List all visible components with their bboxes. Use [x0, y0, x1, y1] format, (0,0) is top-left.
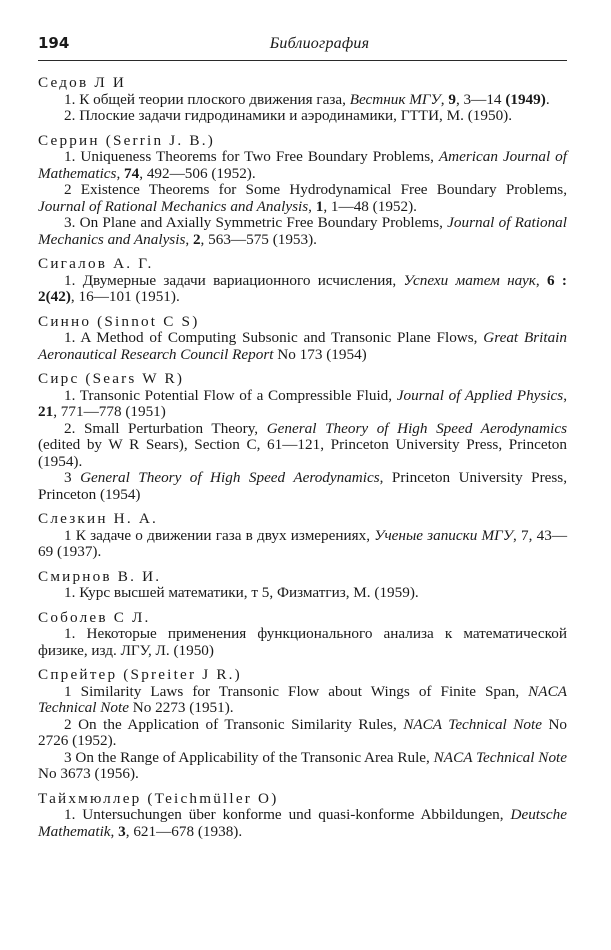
volume-number: 1: [315, 197, 324, 215]
reference-text: 3. On Plane and Axially Symmetric Free Boundary Problems,: [64, 214, 448, 231]
reference-text: 2 On the Application of Transonic Similarity Rules,: [64, 715, 404, 733]
page-number: 194: [38, 34, 70, 52]
volume-number: 6 : 2(42): [38, 271, 567, 305]
bibliography-entry: [38, 256, 567, 306]
bibliography-entry: [38, 791, 567, 841]
entry-reference: [38, 182, 567, 215]
reference-text: , 7, 43—69 (1937).: [38, 526, 568, 560]
journal-title: Journal of Applied Physics: [396, 386, 564, 404]
entry-author: Серрин (Serrin J. B.): [38, 131, 215, 149]
reference-text: No 2726 (1952).: [38, 715, 568, 749]
page-header: [38, 34, 567, 56]
journal-title: Вестник МГУ: [349, 90, 441, 108]
reference-text: 1. Untersuchungen über konforme und quasi-konforme Abbildungen,: [64, 806, 511, 823]
volume-number: 74: [124, 164, 140, 182]
reference-text: , 3—14: [455, 90, 506, 108]
reference-text: ,: [440, 90, 449, 108]
reference-text: 1. A Method of Computing Subsonic and Transonic Plane Flows,: [64, 329, 484, 346]
volume-number: 2: [192, 230, 201, 248]
entry-author: Слезкин Н. А.: [38, 510, 158, 527]
reference-text: ,: [308, 197, 316, 215]
reference-text: , Princeton University Press, Princeton (1954): [38, 469, 568, 503]
reference-text: ,: [535, 271, 548, 289]
entry-author: Седов Л И: [38, 74, 127, 91]
reference-text: 1 К задаче о движении газа в двух измерениях,: [64, 526, 375, 544]
reference-text: , 621—678 (1938).: [125, 822, 243, 840]
entry-author: Смирнов В. И.: [38, 567, 162, 585]
bibliography-entry: [38, 75, 567, 125]
entry-reference: [38, 108, 567, 125]
journal-title: Great Britain Aeronautical Research Council Report: [38, 329, 567, 363]
reference-text: 2 Existence Theorems for Some Hydrodynamical Free Boundary Problems,: [64, 181, 567, 198]
reference-text: No 173 (1954): [273, 345, 367, 363]
entry-reference: [38, 421, 567, 471]
journal-title: NACA Technical Note: [403, 715, 542, 733]
reference-text: 1. Uniqueness Theorems for Two Free Boundary Problems,: [64, 148, 439, 165]
reference-text: 2. Плоские задачи гидродинамики и аэродинамики, ГТТИ, М. (1950).: [64, 107, 513, 124]
entry-reference: [38, 684, 567, 717]
journal-title: Deutsche Mathematik: [38, 806, 567, 840]
journal-title: NACA Technical Note: [433, 748, 567, 766]
reference-text: ,: [185, 230, 193, 248]
journal-title: NACA Technical Note: [38, 682, 567, 716]
volume-number: (1949): [505, 90, 546, 108]
bibliography-list: [38, 75, 567, 840]
journal-title: Journal of Rational Mechanics and Analysis: [38, 214, 567, 248]
journal-title: Ученые записки МГУ: [374, 526, 514, 544]
entry-reference: [38, 750, 567, 783]
bibliography-entry: [38, 133, 567, 249]
entry-reference: [38, 807, 567, 840]
volume-number: 3: [118, 822, 126, 840]
reference-text: .: [545, 90, 550, 108]
bibliography-entry: [38, 371, 567, 503]
entry-author: Сирс (Sears W R): [38, 370, 185, 387]
entry-reference: [38, 149, 567, 182]
reference-text: ,: [563, 386, 567, 404]
entry-reference: [38, 470, 567, 503]
reference-text: , 1—48 (1952).: [323, 197, 417, 215]
entry-reference: [38, 585, 567, 602]
reference-text: 1 Similarity Laws for Transonic Flow about Wings of Finite Span,: [64, 682, 529, 700]
reference-text: (edited by W R Sears), Section C, 61—121, Princeton University Press, Princeton (1954).: [38, 436, 567, 470]
reference-text: , 563—575 (1953).: [200, 230, 317, 248]
journal-title: American Journal of Mathematics: [38, 148, 567, 182]
entry-reference: [38, 717, 567, 750]
entry-reference: [38, 388, 567, 421]
journal-title: General Theory of High Speed Aerodynamics: [266, 419, 567, 437]
bibliography-entry: [38, 511, 567, 561]
entry-reference: [38, 330, 567, 363]
entry-reference: [38, 215, 567, 248]
entry-author: Спрейтер (Spreiter J R.): [38, 666, 242, 683]
bibliography-entry: [38, 667, 567, 783]
reference-text: 2. Small Perturbation Theory,: [64, 419, 267, 437]
reference-text: , 492—506 (1952).: [139, 164, 256, 182]
reference-text: No 2273 (1951).: [128, 699, 234, 716]
entry-reference: [38, 273, 567, 306]
entry-author: Синно (Sinnot C S): [38, 312, 200, 330]
entry-reference: [38, 626, 567, 659]
reference-text: ,: [116, 164, 125, 182]
entry-reference: [38, 528, 567, 561]
reference-text: 1. Курс высшей математики, т 5, Физматгиз, М. (1959).: [64, 584, 419, 601]
reference-text: , 16—101 (1951).: [70, 288, 180, 305]
bibliography-entry: [38, 610, 567, 660]
reference-text: 3: [64, 469, 81, 486]
journal-title: Успехи матем наук: [403, 271, 536, 289]
bibliography-entry: [38, 569, 567, 602]
journal-title: Journal of Rational Mechanics and Analysis: [38, 197, 309, 215]
journal-title: General Theory of High Speed Aerodynamics: [80, 469, 380, 486]
reference-text: , 771—778 (1951): [53, 403, 166, 420]
entry-author: Тайхмюллер (Teichmüller O): [38, 789, 279, 807]
reference-text: 1. Некоторые применения функционального анализа к математической физике, изд. ЛГУ, Л. (1950): [38, 625, 567, 659]
reference-text: 3 On the Range of Applicability of the Transonic Area Rule,: [64, 748, 434, 766]
entry-author: Соболев С Л.: [38, 608, 151, 626]
volume-number: 21: [38, 403, 54, 420]
reference-text: No 3673 (1956).: [38, 765, 139, 782]
bibliography-entry: [38, 314, 567, 364]
entry-author: Сигалов А. Г.: [38, 255, 154, 272]
reference-text: ,: [110, 822, 119, 840]
entry-reference: [38, 92, 567, 109]
volume-number: 9: [448, 90, 456, 108]
reference-text: 1. К общей теории плоского движения газа,: [64, 90, 350, 108]
reference-text: 1. Двумерные задачи вариационного исчисления,: [64, 271, 404, 289]
reference-text: 1. Transonic Potential Flow of a Compressible Fluid,: [64, 386, 397, 404]
header-rule: [38, 60, 567, 61]
running-title: Библиография: [269, 35, 370, 52]
